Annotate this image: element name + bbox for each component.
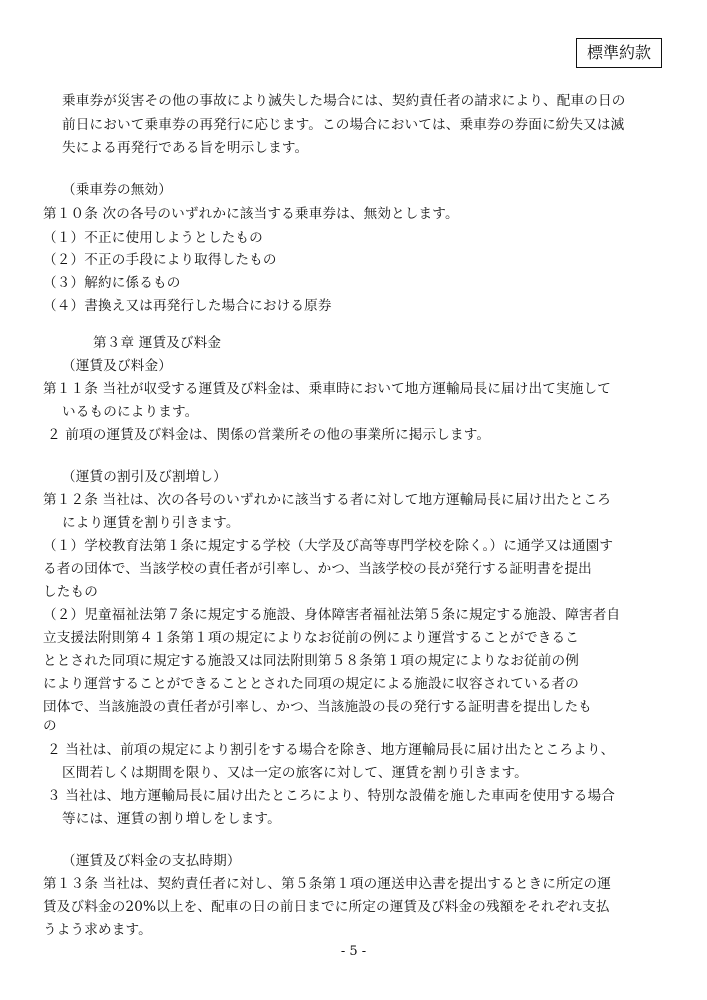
- article-line: 団体で、当該施設の責任者が引率し、かつ、当該施設の長の発行する証明書を提出したも: [43, 699, 592, 715]
- article-line: 第１３条 当社は、契約責任者に対し、第５条第１項の運送申込書を提出するときに所定の運: [43, 876, 611, 892]
- article-line: したもの: [43, 584, 98, 600]
- article-line: うよう求めます。: [43, 922, 152, 938]
- article-line: 第１１条 当社が収受する運賃及び料金は、乗車時において地方運輸局長に届け出て実施して: [43, 381, 611, 397]
- list-item: （２）不正の手段により取得したもの: [43, 252, 277, 268]
- article-line: 第１２条 当社は、次の各号のいずれかに該当する者に対して地方運輸局長に届け出たところ: [43, 492, 611, 508]
- text-line: 前日において乗車券の再発行に応じます。この場合においては、乗車券の券面に紛失又は滅: [62, 117, 625, 133]
- list-item: （４）書換え又は再発行した場合における原券: [43, 298, 332, 314]
- article-line: により運営することができることとされた同項の規定による施設に収容されている者の: [43, 676, 580, 692]
- chapter-title: 第３章 運賃及び料金: [93, 335, 222, 351]
- article-line: ２ 前項の運賃及び料金は、関係の営業所その他の事業所に掲示します。: [47, 427, 491, 443]
- article-line: （２）児童福祉法第７条に規定する施設、身体障害者福祉法第５条に規定する施設、障害者自: [43, 607, 621, 623]
- text-line: 乗車券が災害その他の事故により滅失した場合には、契約責任者の請求により、配車の日の: [62, 93, 626, 109]
- article-line: る者の団体で、当該学校の責任者が引率し、かつ、当該学校の長が発行する証明書を提出: [43, 561, 592, 577]
- article-heading: （運賃及び料金）: [62, 358, 172, 374]
- article-line: （１）学校教育法第１条に規定する学校（大学及び高等専門学校を除く。）に通学又は通園す: [43, 538, 614, 554]
- article-line: 立支援法附則第４１条第１項の規定によりなお従前の例により運営することができるこ: [43, 630, 580, 646]
- article-heading: （乗車券の無効）: [62, 182, 172, 198]
- list-item: （１）不正に使用しようとしたもの: [43, 230, 263, 246]
- list-item: （３）解約に係るもの: [43, 275, 181, 291]
- standard-terms-stamp: 標準約款: [576, 38, 662, 68]
- article-heading: （運賃及び料金の支払時期）: [62, 853, 241, 869]
- article-line: の: [43, 718, 57, 734]
- article-line: 第１０条 次の各号のいずれかに該当する乗車券は、無効とします。: [43, 206, 459, 222]
- article-line: 賃及び料金の20%以上を、配車の日の前日までに所定の運賃及び料金の残額をそれぞれ支払: [43, 899, 610, 915]
- text-line: 失による再発行である旨を明示します。: [62, 140, 309, 156]
- article-line: により運賃を割り引きます。: [62, 515, 240, 531]
- article-line: いるものによります。: [62, 404, 199, 420]
- article-line: ととされた同項に規定する施設又は同法附則第５８条第１項の規定によりなお従前の例: [43, 653, 580, 669]
- article-heading: （運賃の割引及び割増し）: [62, 469, 227, 485]
- article-line: ２ 当社は、前項の規定により割引をする場合を除き、地方運輸局長に届け出たところより、: [47, 742, 615, 758]
- article-line: 区間若しくは期間を限り、又は一定の旅客に対して、運賃を割り引きます。: [62, 765, 528, 781]
- article-line: ３ 当社は、地方運輸局長に届け出たところにより、特別な設備を施した車両を使用する場合: [47, 788, 615, 804]
- article-line: 等には、運賃の割り増しをします。: [62, 811, 281, 827]
- page-number: - 5 -: [340, 944, 367, 959]
